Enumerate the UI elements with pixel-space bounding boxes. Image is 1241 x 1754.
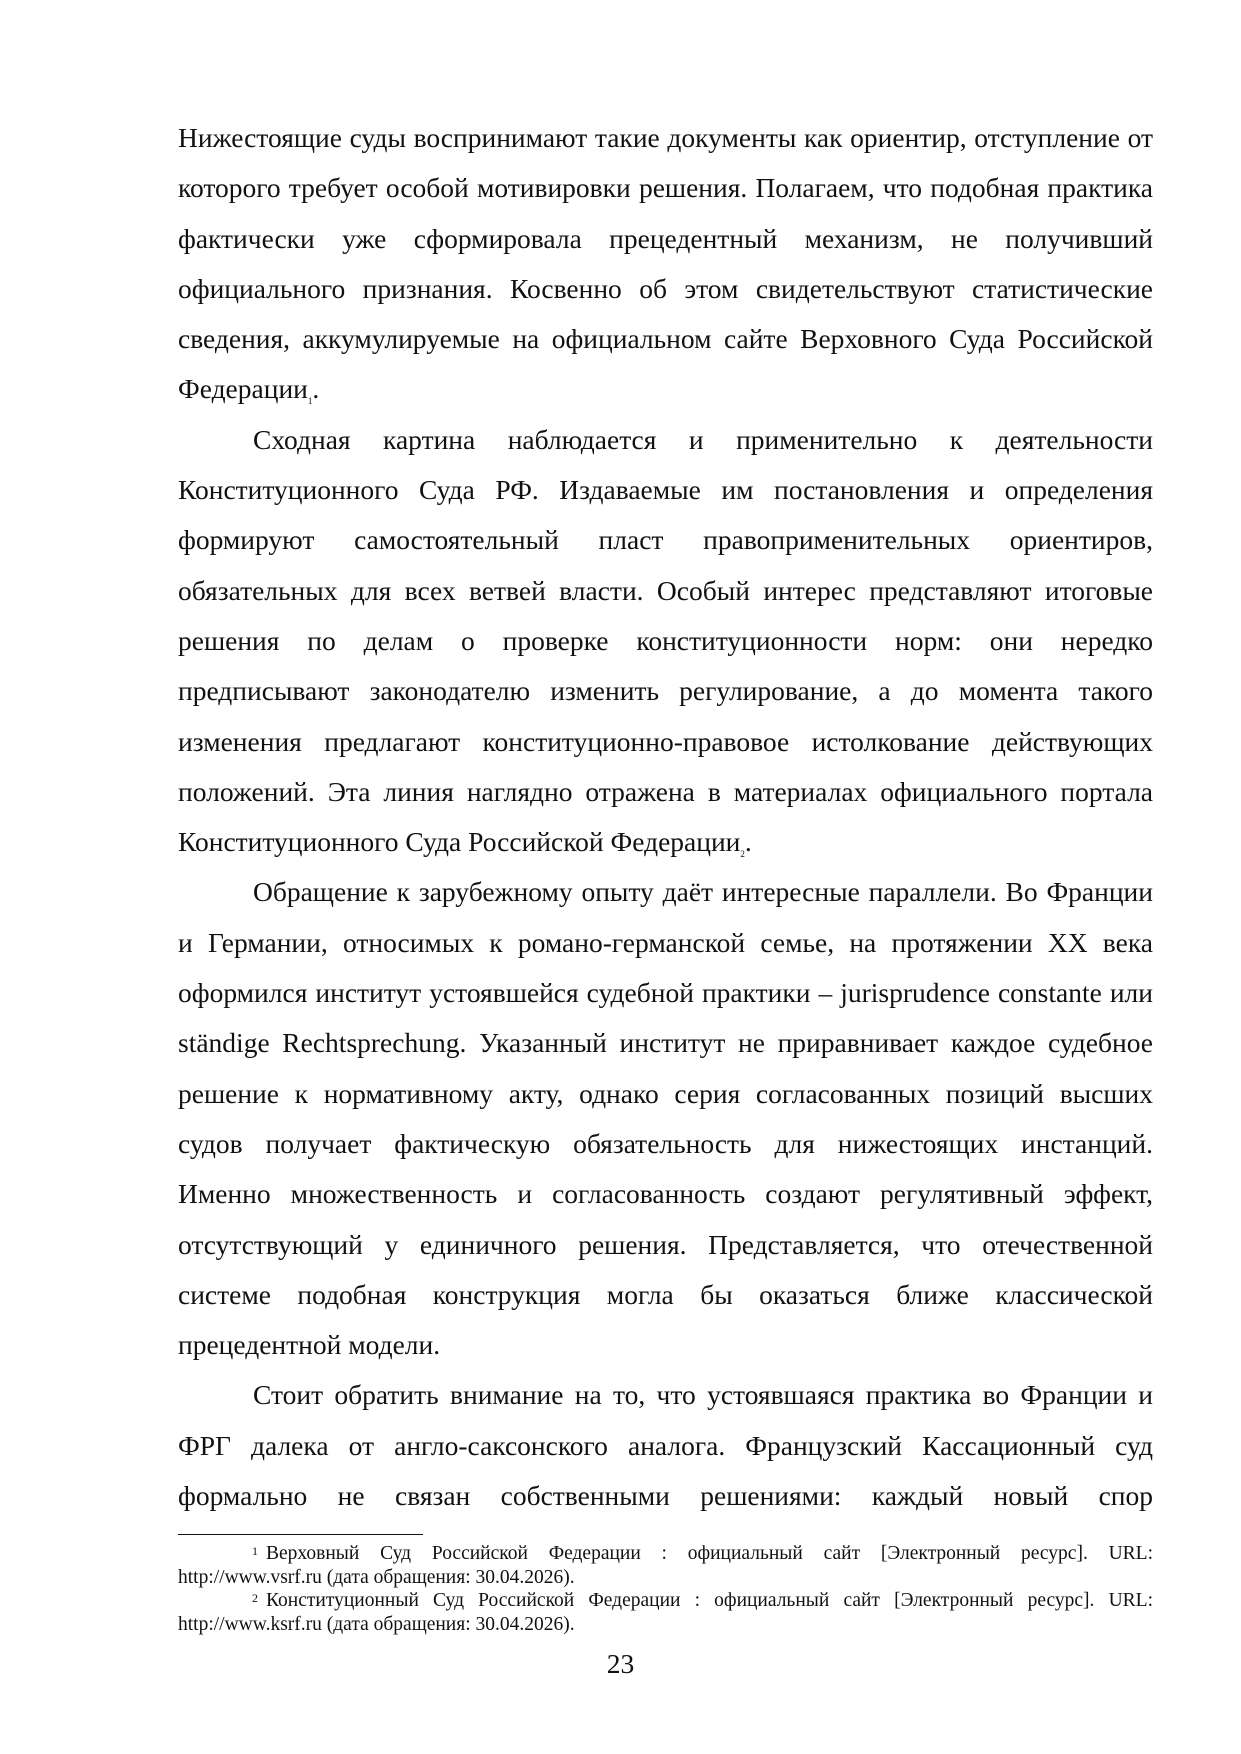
paragraph-2 [178, 415, 1153, 868]
paragraph-4-text: Стоит обратить внимание на то, что устоявшаяся практика во Франции и ФРГ далека от англо-саксонского аналога. Французский Кассационный суд формально не связан собственными решениями: каждый новый спор [178, 1379, 1153, 1512]
footnote-1-text: Верховный Суд Российской Федерации : официальный сайт [Электронный ресурс]. URL: http://www.vsrf.ru (дата обращения: 30.04.2026). [178, 1543, 1153, 1588]
footnote-2 [178, 1589, 1153, 1636]
paragraph-2-tail: . [744, 826, 752, 858]
paragraph-4 [178, 1370, 1153, 1521]
footnote-separator [178, 1534, 423, 1535]
footnote-2-number: 2 [252, 1591, 258, 1605]
paragraph-1-tail: . [312, 373, 320, 405]
paragraph-1-text: Нижестоящие суды воспринимают такие документы как ориентир, отступление от которого требует особой мотивировки решения. Полагаем, что подобная практика фактически уже сформировала прецедентный механизм, не получивший официального признания. Косвенно об этом свидетельствуют статистические сведения, аккумулируемые на официальном сайте Верховного Суда Российской Федерации [178, 122, 1153, 405]
footnotes [178, 1542, 1153, 1636]
page-number: 23 [606, 1648, 635, 1679]
footnote-1 [178, 1542, 1153, 1589]
footnote-ref-1[interactable]: 1 [307, 396, 313, 407]
paragraph-3-text: Обращение к зарубежному опыту даёт интересные параллели. Во Франции и Германии, относимых к романо-германской семье, на протяжении XX века оформился институт устоявшейся судебной практики – jurisprudence constante или ständige Rechtsprechung. Указанный институт не приравнивает каждое судебное решение к нормативному акту, однако серия согласованных позиций высших судов получает фактическую обязательность для нижестоящих инстанций. Именно множественность и согласованность создают регулятивный эффект, отсутствующий у единичного решения. Представляется, что отечественной системе подобная конструкция могла бы оказаться ближе классической прецедентной модели. [178, 876, 1153, 1361]
paragraph-2-text: Сходная картина наблюдается и применительно к деятельности Конституционного Суда РФ. Издаваемые им постановления и определения формируют самостоятельный пласт правоприменительных ориентиров, обязательных для всех ветвей власти. Особый интерес представляют итоговые решения по делам о проверке конституционности норм: они нередко предписывают законодателю изменить регулирование, а до момента такого изменения предлагают конституционно-правовое истолкование действующих положений. Эта линия наглядно отражена в материалах официального портала Конституционного Суда Российской Федерации [178, 423, 1153, 858]
footnote-1-number: 1 [252, 1544, 258, 1558]
paragraph-3 [178, 867, 1153, 1370]
footnote-2-text: Конституционный Суд Российской Федерации : официальный сайт [Электронный ресурс]. URL: http://www.ksrf.ru (дата обращения: 30.04.2026). [178, 1590, 1153, 1635]
paragraph-1 [178, 113, 1153, 415]
body-text [178, 113, 1153, 1521]
footnote-ref-2[interactable]: 2 [740, 849, 745, 860]
